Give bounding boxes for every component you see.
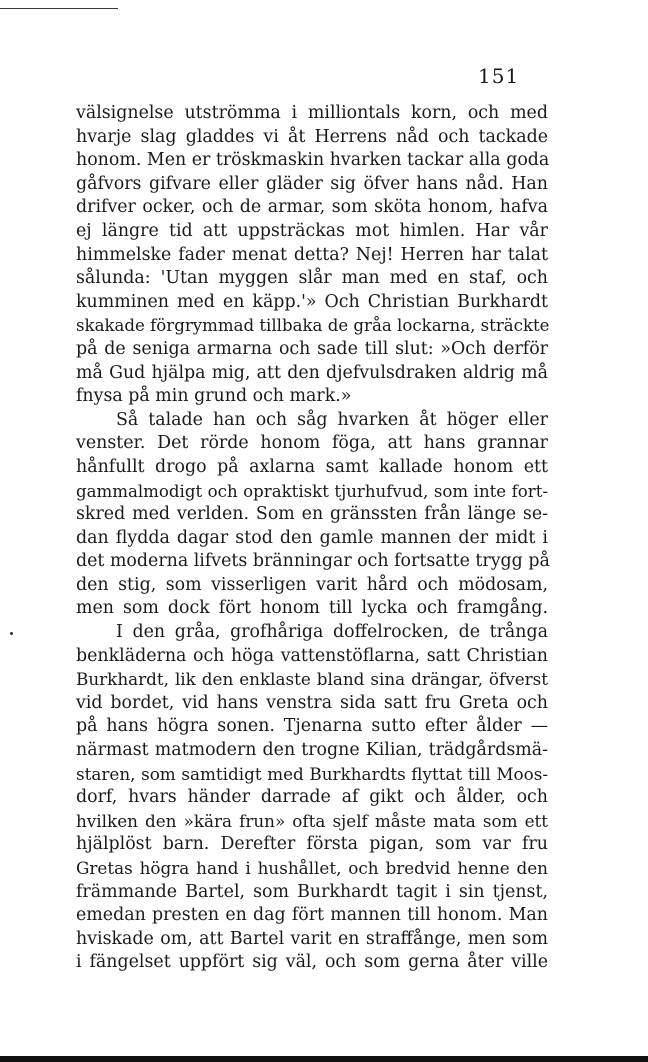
text-line: men som dock fört honom till lycka och framgång. [76,598,548,619]
text-line: himmelske fader menat detta? Nej! Herren har talat [76,244,548,265]
text-line: det moderna lifvets bränningar och fortsatte trygg på [76,551,550,572]
text-line: dan flydda dagar stod den gamle mannen der midt i [76,527,548,548]
text-line: på de seniga armarna och sade till slut: »Och derför [76,338,548,359]
text-line: hviskade om, att Bartel varit en straffånge, men som [76,928,548,949]
text-line: skakade förgrymmad tillbaka de gråa lockarna, sträckte [76,316,550,336]
text-line: hvarje slag gladdes vi åt Herrens nåd och tackade [76,126,548,147]
text-line: benkläderna och höga vattenstöflarna, satt Christian [76,645,548,666]
text-line: kumminen med en käpp.'» Och Christian Burkhardt [76,291,548,312]
margin-speck [10,632,13,635]
text-line: staren, som samtidigt med Burkhardts flyttat till Moos- [76,763,548,784]
text-line: Burkhardt, lik den enklaste bland sina drängar, öfverst [76,669,548,690]
text-line: skred med verlden. Som en gränssten från länge se- [76,504,548,525]
text-line: fnysa på min grund och mark.» [76,386,352,407]
text-line: gåfvors gifvare eller gläder sig öfver hans nåd. Han [76,173,548,194]
text-line: Gretas högra hand i hushållet, och bredvid henne den [76,858,548,878]
text-line: venster. Det rörde honom föga, att hans grannar [76,433,548,454]
text-line: dorf, hvars händer darrade af gikt och ålder, och [76,787,548,808]
text-line: I den gråa, grofhåriga doffelrocken, de trånga [116,622,548,643]
text-line: vid bordet, vid hans venstra sida satt fru Greta och [76,692,548,713]
text-line: hjälplöst barn. Derefter första pigan, som var fru [76,834,548,855]
text-line: sålunda: 'Utan myggen slår man med en staf, och [76,268,548,289]
text-line: honom. Men er tröskmaskin hvarken tackar alla goda [76,150,550,171]
text-line: hånfullt drogo på axlarna samt kallade honom ett [76,456,548,477]
page-number: 151 [478,64,520,88]
text-line: närmast matmodern den trogne Kilian, trädgårdsmä- [76,740,548,761]
text-line: ej längre tid att uppsträckas mot himlen. Har vår [76,220,548,241]
text-line: välsignelse utströmma i milliontals korn, och med [76,103,548,123]
top-edge-rule [0,8,118,9]
text-line: drifver ocker, och de armar, som sköta honom, hafva [76,197,548,218]
text-line: må Gud hjälpa mig, att den djefvulsdraken aldrig må [76,362,548,383]
text-line: hvilken den »kära frun» ofta sjelf måste mata som ett [76,810,548,831]
text-line: på hans högra sonen. Tjenarna sutto efter ålder — [76,716,548,737]
text-line: den stig, som visserligen varit hård och mödosam, [76,574,548,595]
body-text [76,102,548,975]
bottom-edge-bar [0,1056,648,1062]
text-line: främmande Bartel, som Burkhardt tagit i sin tjenst, [76,881,548,902]
text-line: gammalmodigt och opraktiskt tjurhufvud, som inte fort- [76,481,548,501]
text-line: i fängelset uppfört sig väl, och som gerna åter ville [76,952,548,973]
text-line: emedan presten en dag fört mannen till honom. Man [76,905,548,926]
text-line: Så talade han och såg hvarken åt höger eller [116,409,548,430]
